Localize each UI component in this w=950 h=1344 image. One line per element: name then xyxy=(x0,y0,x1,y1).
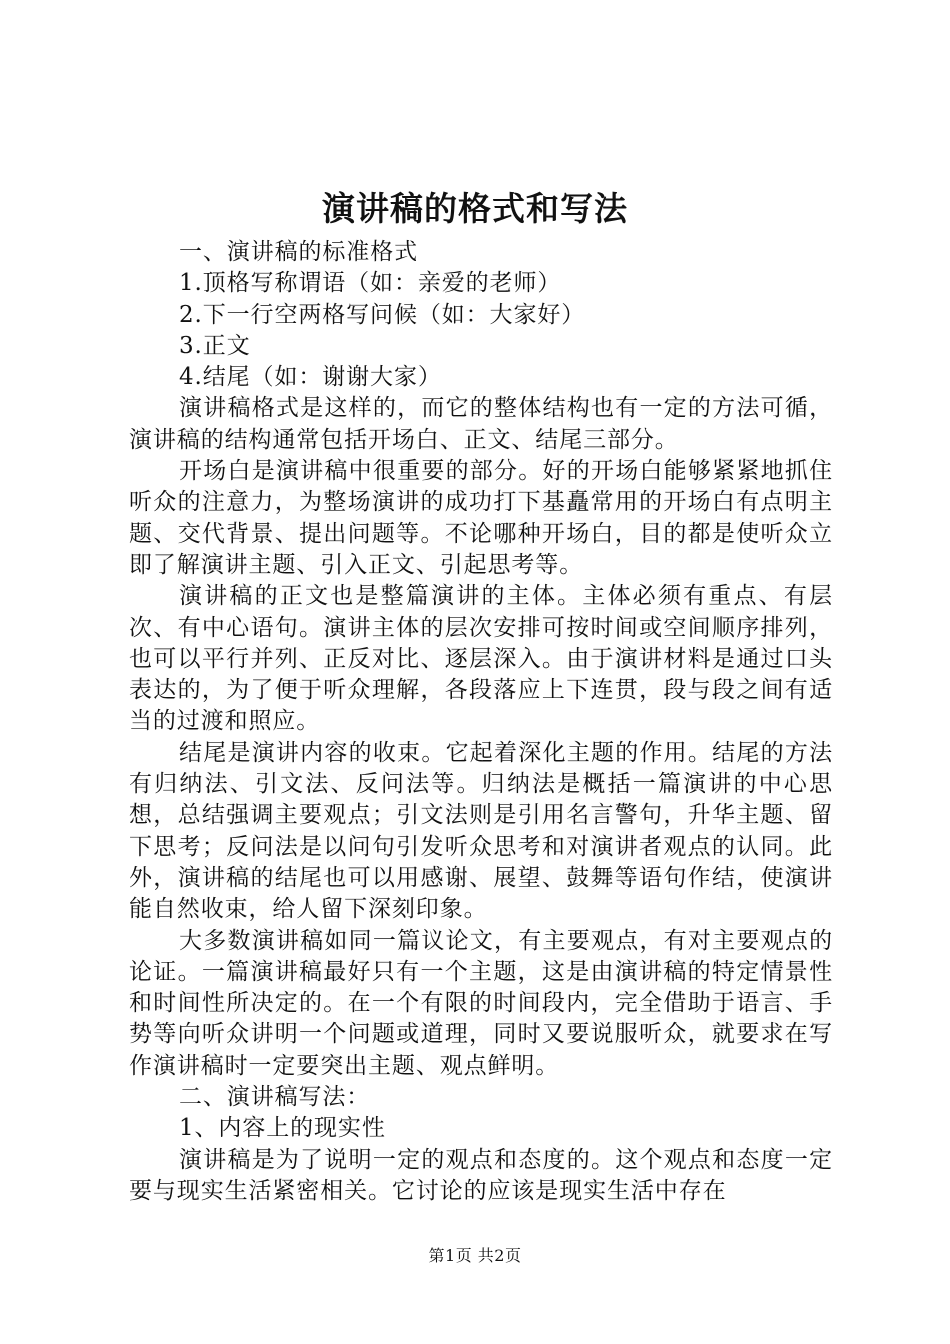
paragraph-argument: 大多数演讲稿如同一篇议论文，有主要观点，有对主要观点的论证。一篇演讲稿最好只有一个主题，这是由演讲稿的特定情景性和时间性所决定的。在一个有限的时间段内，完全借助于语言、手势等向听众讲明一个问题或道理，同时又要说服听众，就要求在写作演讲稿时一定要突出主题、观点鲜明。 xyxy=(129,927,833,1079)
list-item-salutation: 1.顶格写称谓语（如：亲爱的老师） xyxy=(179,270,562,297)
paragraph-reality: 演讲稿是为了说明一定的观点和态度的。这个观点和态度一定要与现实生活紧密相关。它讨论的应该是现实生活中存在 xyxy=(129,1146,833,1204)
paragraph-main-body: 演讲稿的正文也是整篇演讲的主体。主体必须有重点、有层次、有中心语句。演讲主体的层次安排可按时间或空间顺序排列，也可以平行并列、正反对比、逐层深入。由于演讲材料是通过口头表达的，为了便于听众理解，各段落应上下连贯，段与段之间有适当的过渡和照应。 xyxy=(129,583,833,735)
subheading-content-reality: 1、内容上的现实性 xyxy=(179,1115,386,1142)
heading-standard-format: 一、演讲稿的标准格式 xyxy=(179,239,418,265)
list-item-ending: 4.结尾（如：谢谢大家） xyxy=(179,364,442,391)
document-title: 演讲稿的格式和写法 xyxy=(322,189,628,228)
document-body xyxy=(129,237,833,1207)
list-item-greeting: 2.下一行空两格写问候（如：大家好） xyxy=(179,301,586,328)
list-item-main-text: 3.正文 xyxy=(179,332,251,359)
paragraph-ending: 结尾是演讲内容的收束。它起着深化主题的作用。结尾的方法有归纳法、引文法、反问法等。归纳法是概括一篇演讲的中心思想，总结强调主要观点；引文法则是引用名言警句，升华主题、留下思考；反问法是以问句引发听众思考和对演讲者观点的认同。此外，演讲稿的结尾也可以用感谢、展望、鼓舞等语句作结，使演讲能自然收束，给人留下深刻印象。 xyxy=(129,739,833,923)
heading-writing-method: 二、演讲稿写法： xyxy=(179,1084,371,1111)
page-footer: 第1页 共2页 xyxy=(428,1246,522,1265)
paragraph-structure-overview: 演讲稿格式是这样的，而它的整体结构也有一定的方法可循，演讲稿的结构通常包括开场白、正文、结尾三部分。 xyxy=(129,395,833,453)
paragraph-opening: 开场白是演讲稿中很重要的部分。好的开场白能够紧紧地抓住听众的注意力，为整场演讲的成功打下基矗常用的开场白有点明主题、交代背景、提出问题等。不论哪种开场白，目的都是使听众立即了解演讲主题、引入正文、引起思考等。 xyxy=(129,458,833,578)
